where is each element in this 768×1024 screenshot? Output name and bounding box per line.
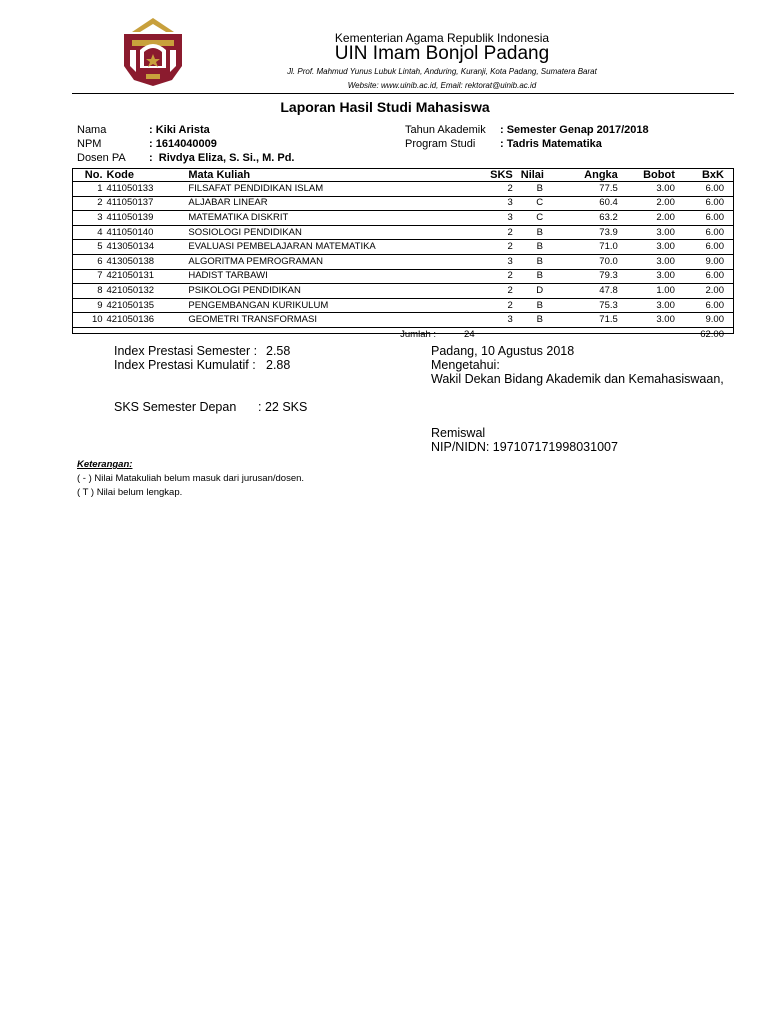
- sks-next-label: SKS Semester Depan: [114, 400, 237, 414]
- ips-label: Index Prestasi Semester :: [114, 344, 258, 358]
- cell-sks: 2: [464, 182, 519, 197]
- ipk-value: 2.88: [266, 358, 291, 372]
- cell-bobot: 2.00: [620, 211, 677, 226]
- col-bobot: Bobot: [620, 168, 677, 182]
- tahun-akademik-label: Tahun Akademik: [405, 124, 486, 136]
- cell-mk: SOSIOLOGI PENDIDIKAN: [186, 225, 464, 240]
- cell-bobot: 3.00: [620, 182, 677, 197]
- table-row: [72, 298, 734, 313]
- total-label: Jumlah :: [400, 328, 437, 340]
- dosen-value: : Rivdya Eliza, S. Si., M. Pd.: [149, 152, 295, 164]
- cell-mk: MATEMATIKA DISKRIT: [186, 211, 464, 226]
- col-angka: Angka: [561, 168, 620, 182]
- nama-label: Nama: [77, 124, 107, 136]
- cell-bxk: 6.00: [677, 196, 734, 211]
- note-line: ( - ) Nilai Matakuliah belum masuk dari jurusan/dosen.: [77, 473, 305, 484]
- table-header-row: [72, 168, 734, 182]
- cell-sks: 3: [464, 254, 519, 269]
- table-row: [72, 313, 734, 328]
- dosen-label: Dosen PA: [77, 152, 126, 164]
- cell-no: 10: [72, 313, 105, 328]
- ministry-name: Kementerian Agama Republik Indonesia: [334, 31, 550, 45]
- col-sks: SKS: [464, 168, 519, 182]
- note-line: ( T ) Nilai belum lengkap.: [77, 487, 183, 498]
- cell-bxk: 9.00: [677, 313, 734, 328]
- cell-kode: 411050139: [105, 211, 187, 226]
- cell-mk: PSIKOLOGI PENDIDIKAN: [186, 284, 464, 299]
- cell-bxk: 2.00: [677, 284, 734, 299]
- cell-no: 5: [72, 240, 105, 255]
- col-bxk: BxK: [677, 168, 734, 182]
- cell-mk: ALGORITMA PEMROGRAMAN: [186, 254, 464, 269]
- cell-nilai: B: [519, 269, 561, 284]
- cell-no: 4: [72, 225, 105, 240]
- university-name: UIN Imam Bonjol Padang: [334, 43, 550, 64]
- header-divider: [72, 93, 734, 94]
- cell-kode: 411050140: [105, 225, 187, 240]
- cell-angka: 63.2: [561, 211, 620, 226]
- col-no: No.: [72, 168, 105, 182]
- cell-sks: 2: [464, 284, 519, 299]
- nama-value: : Kiki Arista: [149, 124, 210, 136]
- cell-kode: 421050131: [105, 269, 187, 284]
- cell-no: 2: [72, 196, 105, 211]
- cell-angka: 60.4: [561, 196, 620, 211]
- cell-bobot: 1.00: [620, 284, 677, 299]
- cell-nilai: B: [519, 225, 561, 240]
- cell-nilai: B: [519, 240, 561, 255]
- sks-next-value: : 22 SKS: [258, 400, 308, 414]
- total-sks: 24: [464, 328, 475, 340]
- university-website: Website: www.uinib.ac.id, Email: rektorat@uinib.ac.id: [347, 81, 537, 90]
- table-row: [72, 254, 734, 269]
- cell-nilai: B: [519, 298, 561, 313]
- table-total-row: [72, 327, 734, 341]
- university-address: Jl. Prof. Mahmud Yunus Lubuk Lintah, Anduring, Kuranji, Kota Padang, Sumatera Barat: [287, 67, 597, 76]
- report-title: Laporan Hasil Studi Mahasiswa: [280, 99, 490, 115]
- table-row: [72, 269, 734, 284]
- cell-nilai: D: [519, 284, 561, 299]
- col-kode: Kode: [105, 168, 187, 182]
- cell-nilai: B: [519, 313, 561, 328]
- total-bxk: 62.00: [700, 328, 724, 340]
- cell-sks: 2: [464, 240, 519, 255]
- cell-no: 3: [72, 211, 105, 226]
- cell-no: 6: [72, 254, 105, 269]
- cell-bobot: 3.00: [620, 298, 677, 313]
- cell-angka: 71.0: [561, 240, 620, 255]
- table-row: [72, 284, 734, 299]
- cell-nilai: C: [519, 196, 561, 211]
- cell-sks: 3: [464, 313, 519, 328]
- cell-bobot: 3.00: [620, 225, 677, 240]
- notes-title: Keterangan:: [77, 459, 133, 470]
- cell-bobot: 2.00: [620, 196, 677, 211]
- table-row: [72, 182, 734, 197]
- cell-bobot: 3.00: [620, 254, 677, 269]
- cell-bxk: 9.00: [677, 254, 734, 269]
- cell-bxk: 6.00: [677, 269, 734, 284]
- cell-sks: 2: [464, 269, 519, 284]
- cell-no: 8: [72, 284, 105, 299]
- table-row: [72, 211, 734, 226]
- table-row: [72, 240, 734, 255]
- cell-bobot: 3.00: [620, 240, 677, 255]
- tahun-akademik-value: : Semester Genap 2017/2018: [500, 124, 649, 136]
- cell-bxk: 6.00: [677, 298, 734, 313]
- col-nilai: Nilai: [519, 168, 561, 182]
- cell-kode: 413050138: [105, 254, 187, 269]
- cell-bobot: 3.00: [620, 313, 677, 328]
- signatory-name: Remiswal: [431, 426, 486, 440]
- cell-bxk: 6.00: [677, 225, 734, 240]
- cell-kode: 411050133: [105, 182, 187, 197]
- cell-mk: ALJABAR LINEAR: [186, 196, 464, 211]
- cell-bxk: 6.00: [677, 240, 734, 255]
- npm-value: : 1614040009: [149, 138, 217, 150]
- cell-nilai: C: [519, 211, 561, 226]
- cell-kode: 421050136: [105, 313, 187, 328]
- cell-mk: PENGEMBANGAN KURIKULUM: [186, 298, 464, 313]
- cell-kode: 411050137: [105, 196, 187, 211]
- cell-nilai: B: [519, 254, 561, 269]
- signatory-nip: NIP/NIDN: 197107171998031007: [431, 440, 618, 454]
- cell-mk: FILSAFAT PENDIDIKAN ISLAM: [186, 182, 464, 197]
- signatory-position: Wakil Dekan Bidang Akademik dan Kemahasiswaan,: [431, 372, 724, 386]
- table-row: [72, 196, 734, 211]
- cell-kode: 413050134: [105, 240, 187, 255]
- cell-mk: HADIST TARBAWI: [186, 269, 464, 284]
- cell-angka: 70.0: [561, 254, 620, 269]
- cell-angka: 75.3: [561, 298, 620, 313]
- cell-angka: 71.5: [561, 313, 620, 328]
- table-row: [72, 225, 734, 240]
- cell-angka: 47.8: [561, 284, 620, 299]
- cell-sks: 2: [464, 298, 519, 313]
- cell-no: 1: [72, 182, 105, 197]
- npm-label: NPM: [77, 138, 102, 150]
- acknowledged-label: Mengetahui:: [431, 358, 500, 372]
- ips-value: 2.58: [266, 344, 291, 358]
- cell-no: 7: [72, 269, 105, 284]
- program-studi-label: Program Studi: [405, 138, 476, 150]
- program-studi-value: : Tadris Matematika: [500, 138, 602, 150]
- cell-no: 9: [72, 298, 105, 313]
- cell-bxk: 6.00: [677, 182, 734, 197]
- cell-bobot: 3.00: [620, 269, 677, 284]
- cell-bxk: 6.00: [677, 211, 734, 226]
- cell-mk: GEOMETRI TRANSFORMASI: [186, 313, 464, 328]
- cell-nilai: B: [519, 182, 561, 197]
- cell-sks: 2: [464, 225, 519, 240]
- cell-mk: EVALUASI PEMBELAJARAN MATEMATIKA: [186, 240, 464, 255]
- cell-kode: 421050132: [105, 284, 187, 299]
- cell-angka: 73.9: [561, 225, 620, 240]
- ipk-label: Index Prestasi Kumulatif :: [114, 358, 256, 372]
- cell-angka: 77.5: [561, 182, 620, 197]
- cell-angka: 79.3: [561, 269, 620, 284]
- cell-sks: 3: [464, 196, 519, 211]
- cell-kode: 421050135: [105, 298, 187, 313]
- place-date: Padang, 10 Agustus 2018: [431, 344, 575, 358]
- col-mata-kuliah: Mata Kuliah: [186, 168, 464, 182]
- cell-sks: 3: [464, 211, 519, 226]
- grades-table: [72, 168, 734, 342]
